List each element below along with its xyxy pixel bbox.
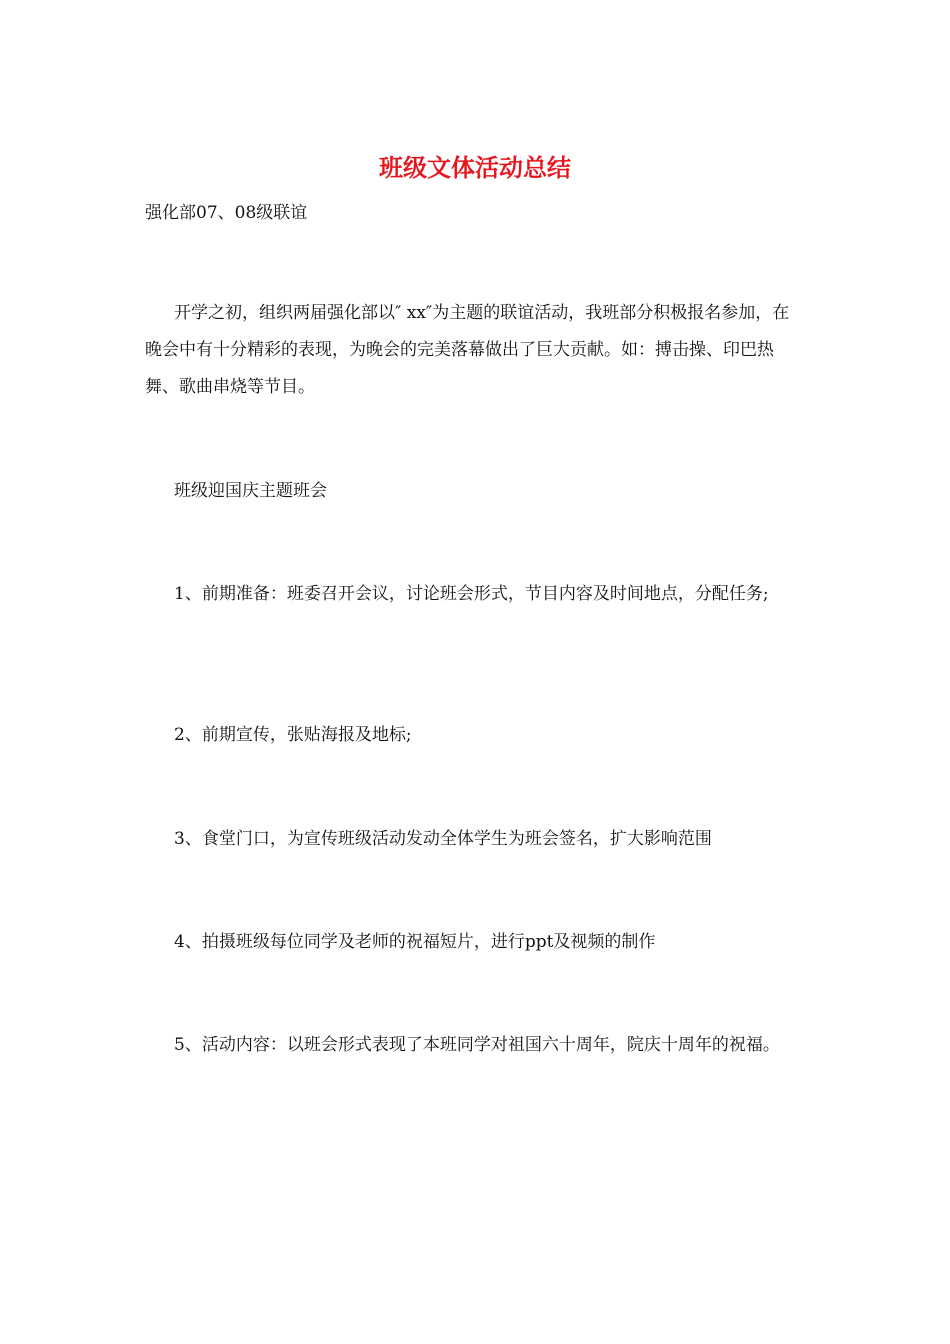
paragraph-item-3: 3、食堂门口，为宣传班级活动发动全体学生为班会签名，扩大影响范围 bbox=[174, 829, 712, 849]
paragraph-item-4: 4、拍摄班级每位同学及老师的祝福短片，进行ppt及视频的制作 bbox=[174, 932, 656, 952]
paragraph-section-heading: 班级迎国庆主题班会 bbox=[174, 481, 327, 501]
paragraph-item-2: 2、前期宣传，张贴海报及地标; bbox=[174, 725, 412, 745]
paragraph-item-5: 5、活动内容：以班会形式表现了本班同学对祖国六十周年，院庆十周年的祝福。 bbox=[174, 1035, 780, 1055]
paragraph-item-1: 1、前期准备：班委召开会议，讨论班会形式，节目内容及时间地点，分配任务; bbox=[174, 584, 769, 604]
document-title: 班级文体活动总结 bbox=[379, 153, 571, 182]
document-subtitle: 强化部07、08级联谊 bbox=[145, 203, 308, 223]
paragraph-intro: 开学之初，组织两届强化部以″ xx″为主题的联谊活动，我班部分积极报名参加，在晚会中有十分精彩的表现，为晚会的完美落幕做出了巨大贡献。如：搏击操、印巴热舞、歌曲串烧等节目。 bbox=[145, 303, 790, 397]
